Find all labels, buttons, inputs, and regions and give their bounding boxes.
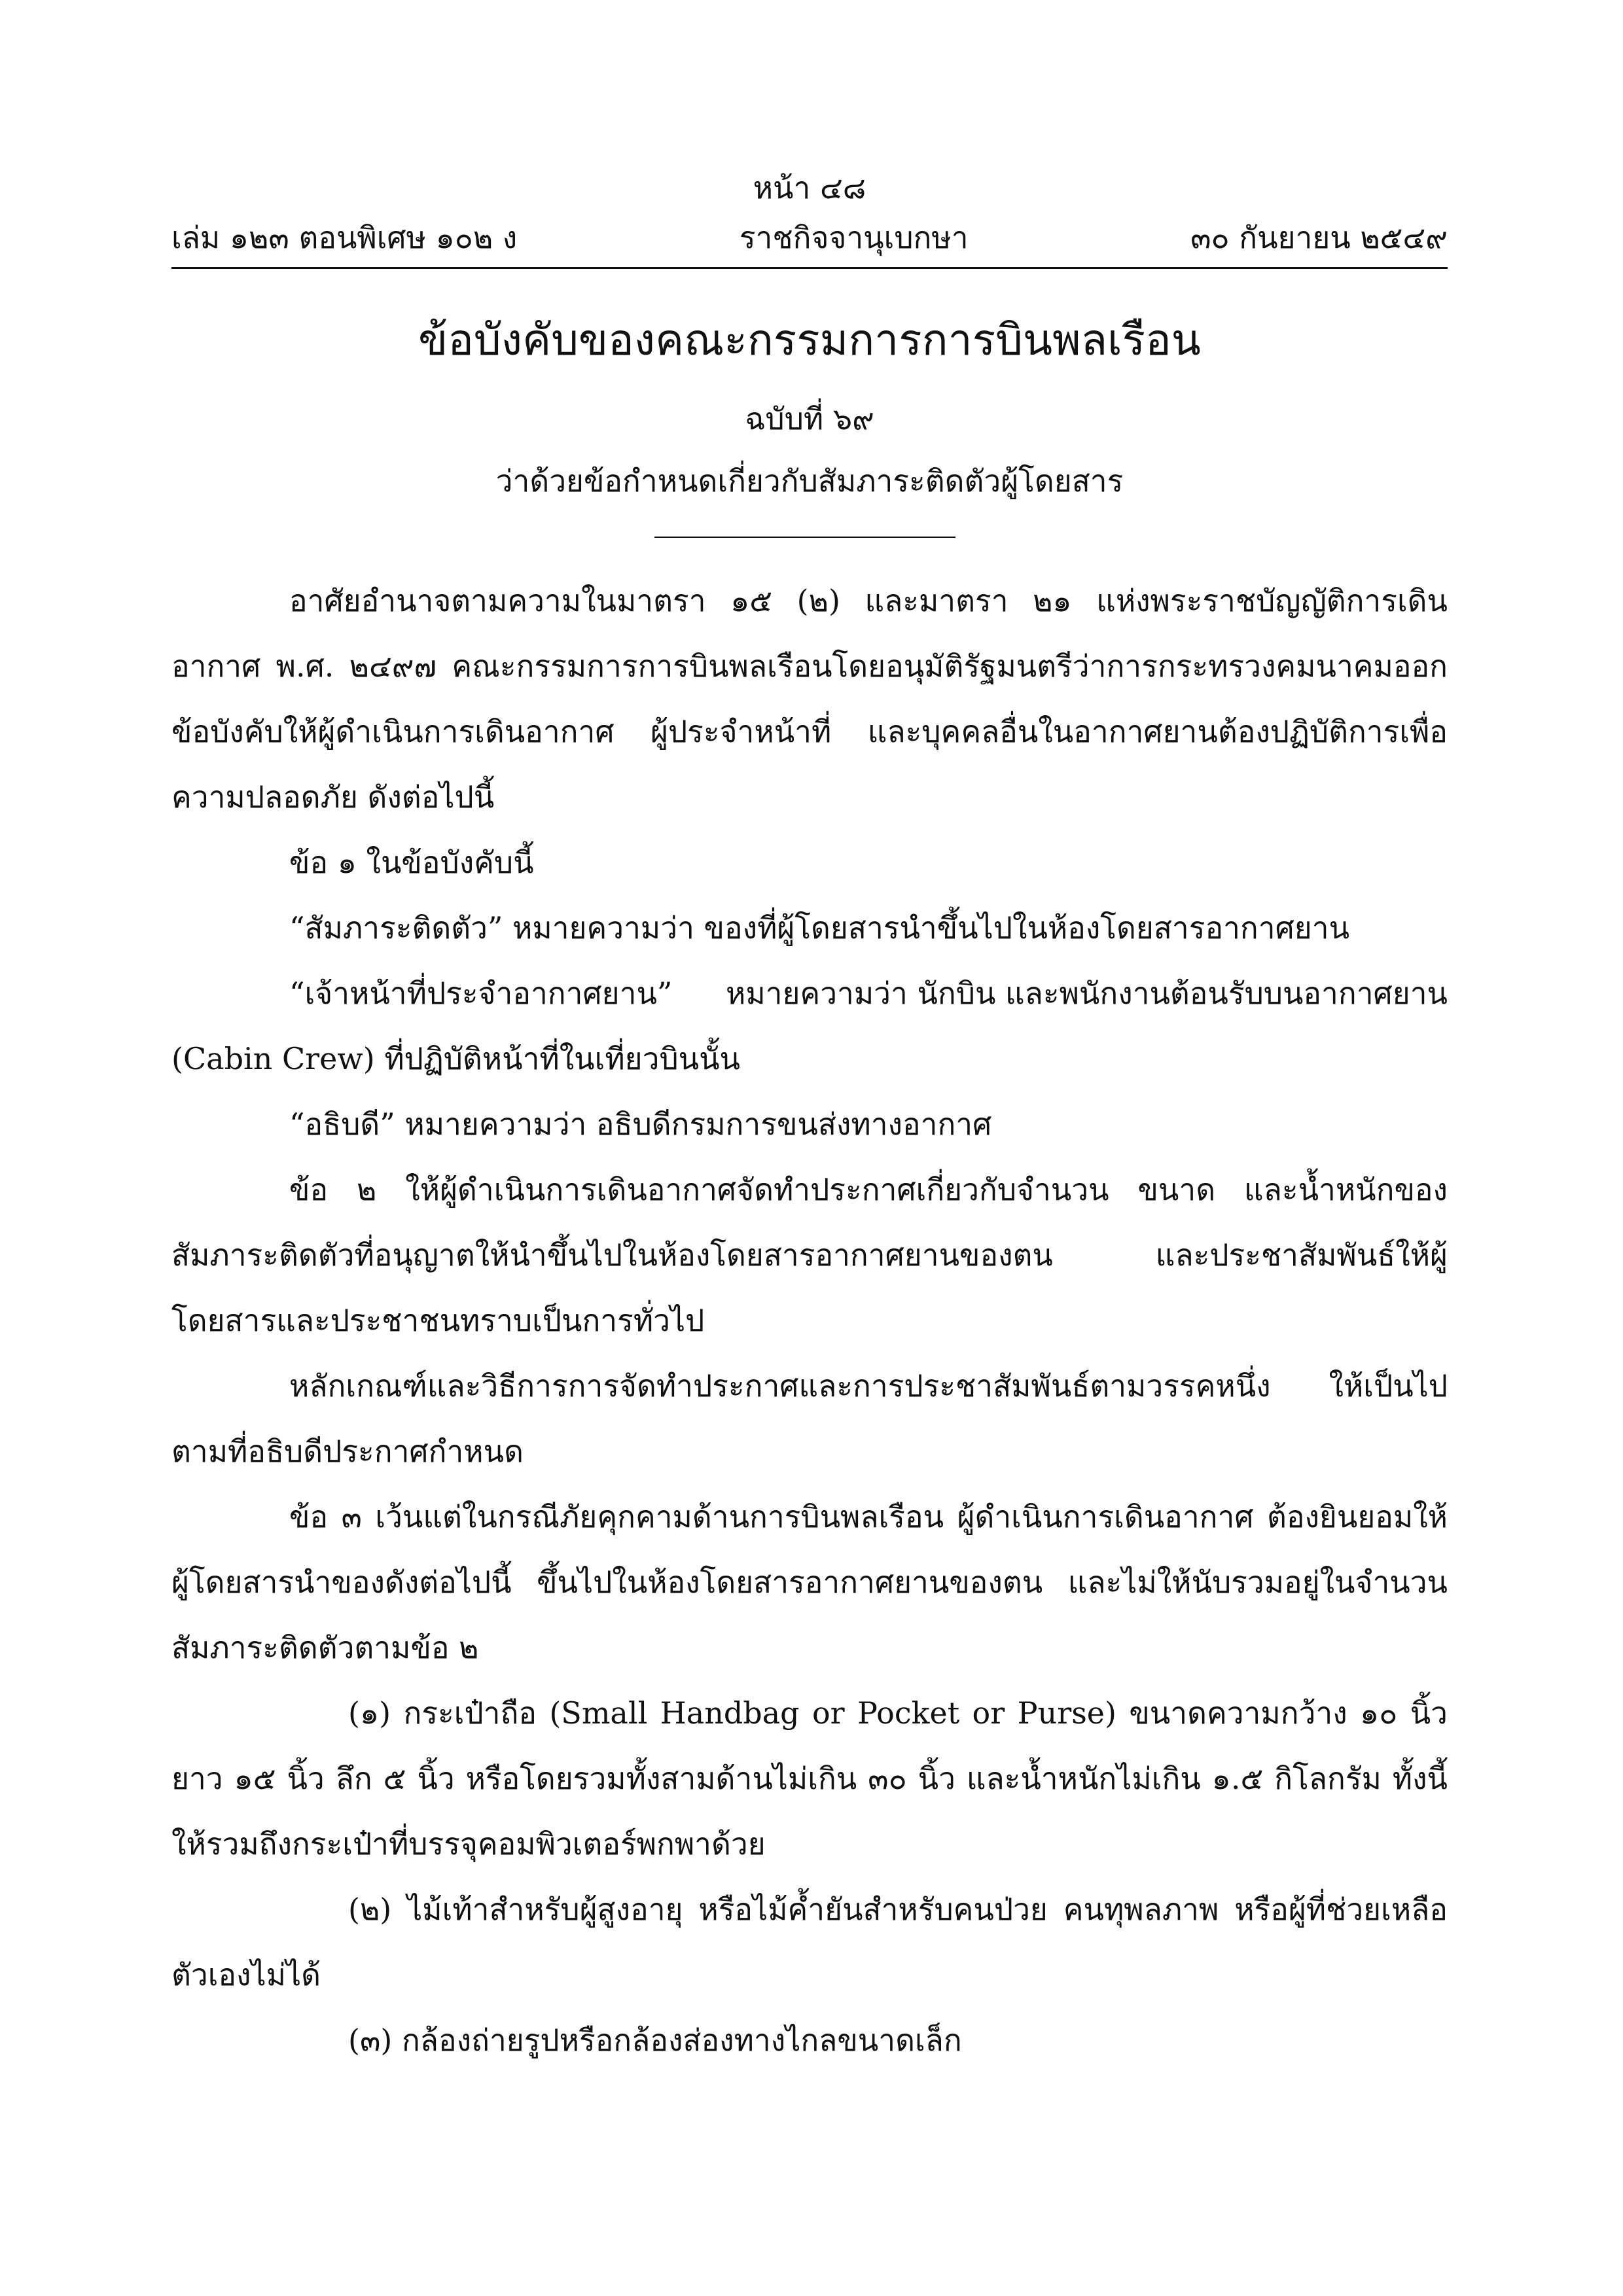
header-row [171,217,1448,258]
document-title: ข้อบังคับของคณะกรรมการการบินพลเรือน [418,315,1201,365]
clause-3: ข้อ ๓ เว้นแต่ในกรณีภัยคุกคามด้านการบินพลเรือน ผู้ดำเนินการเดินอากาศ ต้องยินยอมให้ผู้โดยสารนำของดังต่อไปนี้ ขึ้นไปในห้องโดยสารอากาศยานของตน และไม่ให้นับรวมอยู่ในจำนวนสัมภาระติดตัวตามข้อ ๒ [171,1499,1448,1665]
header-rule [171,267,1448,269]
volume-issue: เล่ม ๑๒๓ ตอนพิเศษ ๑๐๒ ง [171,220,518,255]
preamble-paragraph: อาศัยอำนาจตามความในมาตรา ๑๕ (๒) และมาตรา ๒๑ แห่งพระราชบัญญัติการเดินอากาศ พ.ศ. ๒๔๙๗ คณะกรรมการการบินพลเรือนโดยอนุมัติรัฐมนตรีว่าการกระทรวงคมนาคมออกข้อบังคับให้ผู้ดำเนินการเดินอากาศ ผู้ประจำหน้าที่ และบุคคลอื่นในอากาศยานต้องปฏิบัติการเพื่อความปลอดภัย ดังต่อไปนี้ [171,583,1448,815]
definition-crew [171,961,1448,1026]
running-header [171,167,1448,258]
definition-crew-meaning: หมายความว่า นักบิน และพนักงานต้อนรับบนอากาศยาน [726,976,1448,1011]
title-divider [654,537,955,538]
publication-date: ๓๐ กันยายน ๒๕๔๙ [1190,220,1448,255]
clause-3-item-2: (๒) ไม้เท้าสำหรับผู้สูงอายุ หรือไม้ค้ำยันสำหรับคนป่วย คนทุพลภาพ หรือผู้ที่ช่วยเหลือตัวเองไม่ได้ [171,1892,1448,1992]
document-body [171,568,1448,2073]
clause-2: ข้อ ๒ ให้ผู้ดำเนินการเดินอากาศจัดทำประกาศเกี่ยวกับจำนวน ขนาด และน้ำหนักของสัมภาระติดตัวที่อนุญาตให้นำขึ้นไปในห้องโดยสารอากาศยานของตน และประชาสัมพันธ์ให้ผู้โดยสารและประชาชนทราบเป็นการทั่วไป [171,1172,1448,1338]
clause-1: ข้อ ๑ ในข้อบังคับนี้ [289,845,534,880]
page-number: หน้า ๔๘ [753,170,866,205]
gazette-name: ราชกิจจานุเบกษา [739,220,969,255]
regulation-number: ฉบับที่ ๖๙ [745,401,874,436]
regulation-subject: ว่าด้วยข้อกำหนดเกี่ยวกับสัมภาระติดตัวผู้โดยสาร [495,463,1124,499]
clause-3-item-1: (๑) กระเป๋าถือ (Small Handbag or Pocket or Purse) ขนาดความกว้าง ๑๐ นิ้ว ยาว ๑๕ นิ้ว ลึก ๕ นิ้ว หรือโดยรวมทั้งสามด้านไม่เกิน ๓๐ นิ้ว และน้ำหนักไม่เกิน ๑.๕ กิโลกรัม ทั้งนี้ให้รวมถึงกระเป๋าที่บรรจุคอมพิวเตอร์พกพาด้วย [171,1695,1448,1862]
definition-director: “อธิบดี” หมายความว่า อธิบดีกรมการขนส่งทางอากาศ [289,1106,992,1142]
definition-crew-continuation: (Cabin Crew) ที่ปฏิบัติหน้าที่ในเที่ยวบินนั้น [171,1041,740,1076]
clause-2-paragraph-2: หลักเกณฑ์และวิธีการการจัดทำประกาศและการประชาสัมพันธ์ตามวรรคหนึ่ง ให้เป็นไปตามที่อธิบดีประกาศกำหนด [171,1368,1448,1469]
definition-baggage: “สัมภาระติดตัว” หมายความว่า ของที่ผู้โดยสารนำขึ้นไปในห้องโดยสารอากาศยาน [289,910,1350,945]
definition-crew-term: “เจ้าหน้าที่ประจำอากาศยาน” [289,976,673,1011]
clause-3-item-3: (๓) กล้องถ่ายรูปหรือกล้องส่องทางไกลขนาดเล็ก [348,2022,962,2058]
